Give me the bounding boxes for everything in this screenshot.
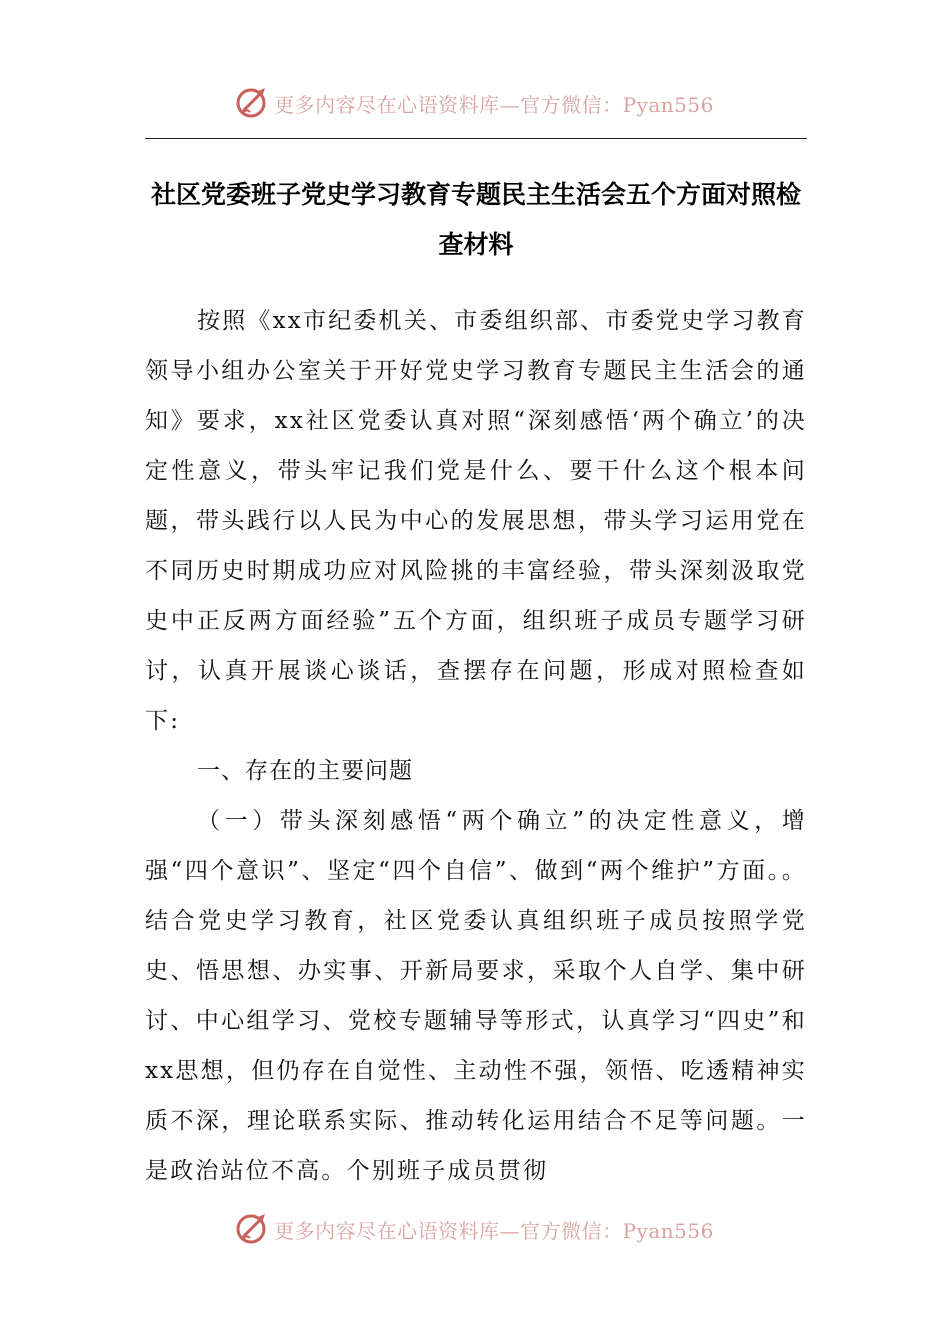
watermark-text: 更多内容尽在心语资料库—官方微信：Pyan556 [274,1218,714,1243]
pen-logo-icon [236,86,270,120]
header-divider [145,138,807,139]
section-paragraph: （一）带头深刻感悟“两个确立”的决定性意义，增强“四个意识”、坚定“四个自信”、做到“两个维护”方面。。结合党史学习教育，社区党委认真组织班子成员按照学党史、悟思想、办实事、开新局要求，采取个人自学、集中研讨、中心组学习、党校专题辅导等形式，认真学习“四史”和xx思想，但仍存在自觉性、主动性不强，领悟、吃透精神实质不深，理论联系实际、推动转化运用结合不足等问题。一是政治站位不高。个别班子成员贯彻 [145,808,807,1184]
footer-watermark [0,1209,950,1249]
section-heading: 一、存在的主要问题 [197,758,413,784]
pen-logo-icon [236,1212,270,1246]
document-title: 社区党委班子党史学习教育专题民主生活会五个方面对照检查材料 [150,180,801,259]
intro-paragraph: 按照《xx市纪委机关、市委组织部、市委党史学习教育领导小组办公室关于开好党史学习教育专题民主生活会的通知》要求，xx社区党委认真对照“深刻感悟‘两个确立’的决定性意义，带头牢记我们党是什么、要干什么这个根本问题，带头践行以人民为中心的发展思想，带头学习运用党在不同历史时期成功应对风险挑的丰富经验，带头深刻汲取党史中正反两方面经验”五个方面，组织班子成员专题学习研讨，认真开展谈心谈话，查摆存在问题，形成对照检查如下: [145,308,807,734]
header-watermark [0,83,950,123]
watermark-text: 更多内容尽在心语资料库—官方微信：Pyan556 [274,92,714,117]
document-body [145,296,807,1196]
